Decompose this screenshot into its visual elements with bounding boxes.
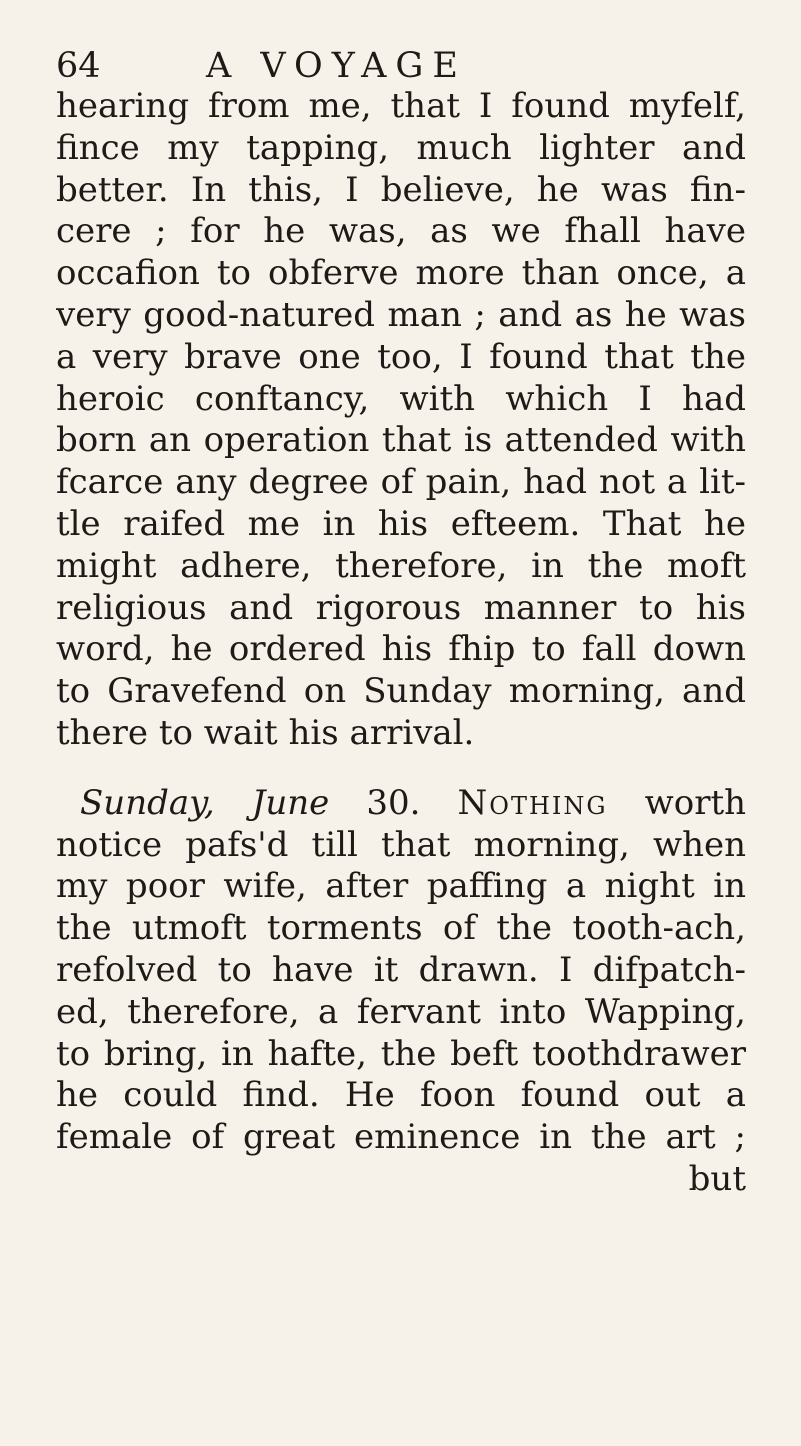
entry-first-word: Nothing (457, 782, 608, 823)
text-line: a very brave one too, I found that the (56, 336, 746, 377)
running-title: A VOYAGE (206, 46, 467, 86)
text-line: to bring, in hafte, the beft toothdrawer (56, 1033, 746, 1074)
catchword: but (688, 1158, 746, 1199)
text-line: ed, therefore, a fervant into Wapping, (56, 991, 746, 1032)
text-line: better. In this, I believe, he was fin- (56, 169, 746, 210)
body-text (56, 86, 746, 1201)
paragraph-1 (56, 86, 746, 755)
text-line: religious and rigorous manner to his (56, 587, 746, 628)
text-line: to Gravefend on Sunday morning, and (56, 671, 746, 712)
text-line: the utmoft torments of the tooth-ach, (56, 908, 746, 949)
text-line: fince my tapping, much lighter and (56, 127, 746, 168)
paragraph-spacer (56, 755, 746, 783)
entry-first-line-rest: worth (644, 782, 746, 823)
text-line: occafion to obferve more than once, a (56, 253, 746, 294)
page-number: 64 (56, 46, 101, 86)
text-line: cere ; for he was, as we fhall have (56, 211, 746, 252)
text-line: he could find. He foon found out a (56, 1075, 746, 1116)
entry-month: June (251, 782, 330, 823)
entry-day: Sunday, (80, 782, 215, 823)
entry-date-number: 30. (366, 782, 421, 823)
text-line: female of great eminence in the art ; (56, 1117, 746, 1158)
text-line: notice pafs'd till that morning, when (56, 824, 746, 865)
text-line: fcarce any degree of pain, had not a lit- (56, 462, 746, 503)
text-line: hearing from me, that I found myfelf, (56, 86, 746, 126)
dated-entry-line (56, 783, 746, 825)
paragraph-2 (56, 783, 746, 1201)
text-line: heroic conftancy, with which I had (56, 378, 746, 419)
text-line: there to wait his arrival. (56, 712, 475, 753)
text-line: word, he ordered his fhip to fall down (56, 629, 746, 670)
text-line: refolved to have it drawn. I difpatch- (56, 949, 746, 990)
text-line: tle raifed me in his efteem. That he (56, 503, 746, 544)
text-line: my poor wife, after paffing a night in (56, 866, 746, 907)
text-line: might adhere, therefore, in the moft (56, 545, 746, 586)
text-line: born an operation that is attended with (56, 420, 746, 461)
text-line: very good-natured man ; and as he was (56, 294, 746, 335)
